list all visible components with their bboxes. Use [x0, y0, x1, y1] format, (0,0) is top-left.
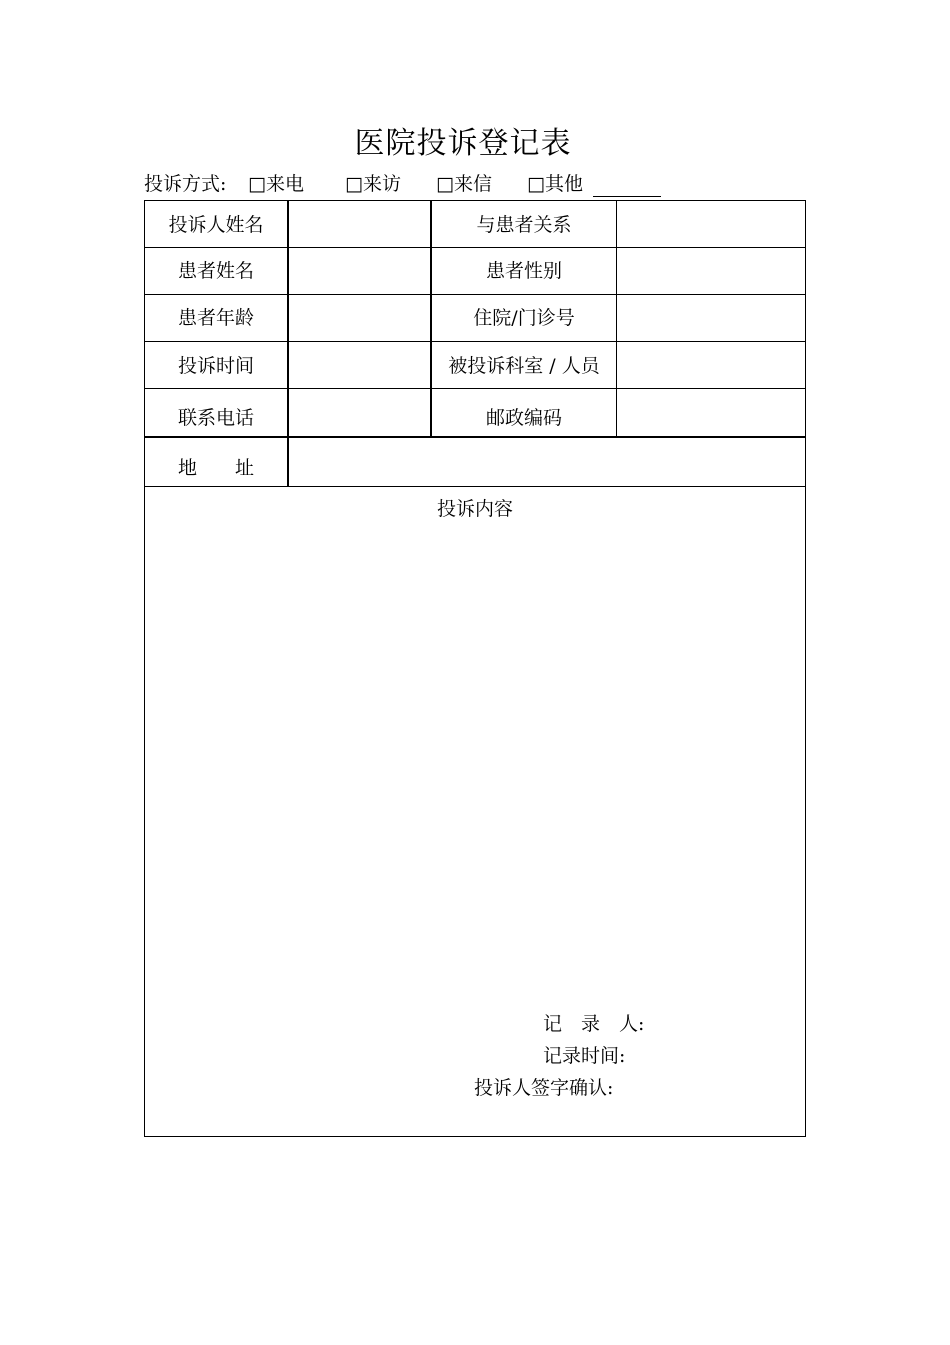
complaint-time-label: 投诉时间 [177, 355, 254, 377]
postal-code-field[interactable] [617, 389, 805, 436]
relation-to-patient-field[interactable] [617, 201, 805, 247]
method-option-visit[interactable]: □来访 [345, 173, 401, 195]
admission-number-field[interactable] [617, 295, 805, 341]
target-department-field[interactable] [617, 342, 805, 388]
address-label: 地 址 [177, 457, 254, 479]
address-field[interactable] [289, 438, 805, 486]
recorder-label: 记 录 人: [543, 1013, 645, 1035]
complainant-name-field[interactable] [289, 201, 430, 247]
patient-gender-field[interactable] [617, 248, 805, 294]
method-option-letter[interactable]: □来信 [436, 173, 492, 195]
complaint-content-field[interactable] [145, 523, 805, 1003]
complainant-name-label: 投诉人姓名 [168, 214, 264, 236]
patient-age-label: 患者年龄 [177, 307, 254, 329]
patient-age-field[interactable] [289, 295, 430, 341]
postal-code-label: 邮政编码 [485, 407, 562, 429]
row-divider [145, 486, 805, 487]
contact-phone-label: 联系电话 [177, 407, 254, 429]
patient-name-field[interactable] [289, 248, 430, 294]
complainant-signature-label: 投诉人签字确认: [474, 1077, 614, 1099]
record-time-label: 记录时间: [543, 1045, 626, 1067]
relation-to-patient-label: 与患者关系 [476, 214, 572, 236]
complaint-method-label: 投诉方式: [144, 173, 227, 195]
contact-phone-field[interactable] [289, 389, 430, 436]
other-method-blank-field[interactable] [593, 196, 661, 197]
method-option-phone[interactable]: □来电 [248, 173, 304, 195]
admission-number-label: 住院/门诊号 [473, 307, 575, 329]
target-department-label: 被投诉科室 / 人员 [448, 355, 600, 377]
patient-name-label: 患者姓名 [177, 260, 254, 282]
complaint-content-title: 投诉内容 [436, 498, 513, 520]
document-title: 医院投诉登记表 [354, 126, 572, 161]
complaint-time-field[interactable] [289, 342, 430, 388]
patient-gender-label: 患者性别 [485, 260, 562, 282]
method-option-other[interactable]: □其他 [527, 173, 583, 195]
complaint-form-table [144, 200, 806, 1137]
